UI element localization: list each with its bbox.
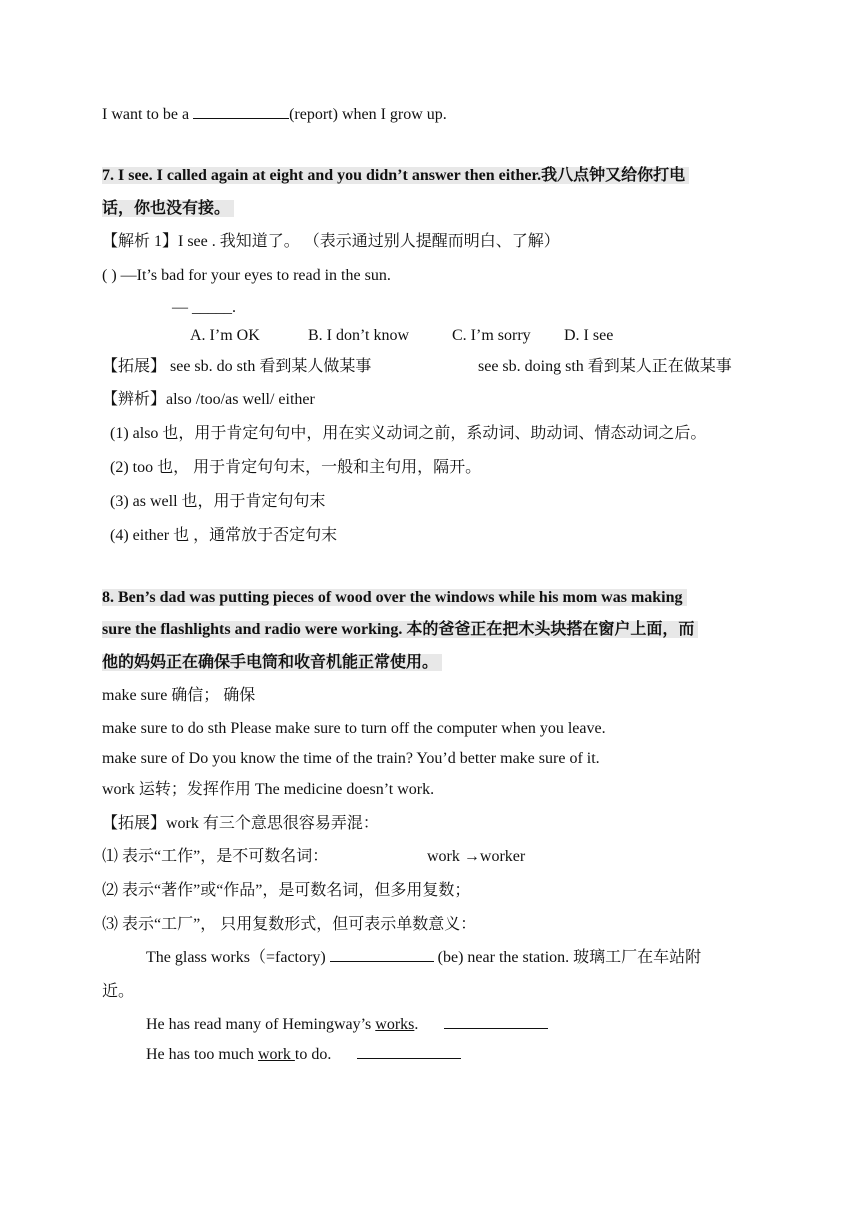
- item-7-heading-cont: [102, 198, 234, 220]
- answer-blank[interactable]: [357, 1044, 461, 1059]
- underlined-word: works: [375, 1016, 415, 1033]
- heading-text: 话，你也没有接。: [102, 200, 234, 217]
- sentence-text: I want to be a: [102, 106, 194, 123]
- meaning-text: ⑴ 表示“工作”，是不可数名词：: [102, 848, 329, 865]
- option-a[interactable]: A. I’m OK: [190, 327, 260, 344]
- answer-blank[interactable]: [193, 104, 289, 119]
- answer-blank[interactable]: [330, 947, 434, 962]
- question-line: ( ) —It’s bad for your eyes to read in the sun.: [102, 267, 391, 284]
- item-8-heading-cont: [102, 619, 698, 641]
- make-sure-to: make sure to do sth Please make sure to turn off the computer when you leave.: [102, 720, 606, 737]
- work-meaning-2: ⑵ 表示“著作”或“作品”，是可数名词，但多用复数；: [102, 882, 471, 899]
- glass-works-sentence: [146, 947, 701, 969]
- meaning-example: work →worker: [427, 848, 526, 865]
- jiexi-note: 【解析 1】I see . 我知道了。 （表示通过别人提醒而明白、了解）: [102, 233, 560, 250]
- options-row: [190, 325, 613, 347]
- sentence-report: [102, 104, 447, 126]
- make-sure-def: make sure 确信； 确保: [102, 687, 256, 704]
- bianxi-item: (4) either 也 ，通常放于否定句末: [110, 527, 338, 544]
- work-def: work 运转；发挥作用 The medicine doesn’t work.: [102, 781, 435, 798]
- item-8-heading-cont: [102, 652, 442, 674]
- tuozhan-text: see sb. doing sth 看到某人正在做某事: [478, 358, 732, 375]
- option-d[interactable]: D. I see: [564, 327, 614, 344]
- sentence-text: to do.: [294, 1046, 332, 1063]
- bianxi-heading: 【辨析】also /too/as well/ either: [102, 391, 315, 408]
- sentence-text: He has read many of Hemingway’s: [146, 1016, 376, 1033]
- answer-blank[interactable]: [444, 1014, 548, 1029]
- heading-text: sure the flashlights and radio were working. 本的爸爸正在把木头块搭在窗户上面，而: [102, 621, 698, 638]
- work-meaning-3: ⑶ 表示“工厂”， 只用复数形式，但可表示单数意义：: [102, 916, 477, 933]
- work-meaning-1: [102, 846, 526, 868]
- glass-works-cont: 近。: [102, 983, 135, 1000]
- option-b[interactable]: B. I don’t know: [308, 327, 410, 344]
- item-8-heading: [102, 587, 687, 609]
- tuozhan-see: [102, 356, 732, 378]
- sentence-text: .: [414, 1016, 419, 1033]
- bianxi-item: (3) as well 也，用于肯定句句末: [110, 493, 326, 510]
- question-reply: — _____.: [172, 299, 236, 316]
- heading-text: 8. Ben’s dad was putting pieces of wood over the windows while his mom was making: [102, 589, 687, 606]
- make-sure-of: make sure of Do you know the time of the train? You’d better make sure of it.: [102, 750, 600, 767]
- tuozhan-work: 【拓展】work 有三个意思很容易弄混：: [102, 815, 379, 832]
- too-much-work-sentence: [146, 1044, 461, 1066]
- sentence-text: (be) near the station. 玻璃工厂在车站附: [433, 949, 702, 966]
- sentence-text: (report) when I grow up.: [289, 106, 447, 123]
- heading-text: 他的妈妈正在确保手电筒和收音机能正常使用。: [102, 654, 442, 671]
- hemingway-sentence: [146, 1014, 548, 1036]
- bianxi-item: (1) also 也，用于肯定句句中，用在实义动词之前，系动词、助动词、情态动词之后。: [110, 425, 707, 442]
- heading-text: 7. I see. I called again at eight and you didn’t answer then either.我八点钟又给你打电: [102, 167, 689, 184]
- sentence-text: He has too much: [146, 1046, 258, 1063]
- option-c[interactable]: C. I’m sorry: [452, 327, 531, 344]
- tuozhan-text: 【拓展】 see sb. do sth 看到某人做某事: [102, 358, 372, 375]
- sentence-text: The glass works（=factory): [146, 949, 330, 966]
- underlined-word: work: [257, 1046, 295, 1063]
- bianxi-item: (2) too 也， 用于肯定句句末，一般和主句用，隔开。: [110, 459, 482, 476]
- item-7-heading: [102, 165, 689, 187]
